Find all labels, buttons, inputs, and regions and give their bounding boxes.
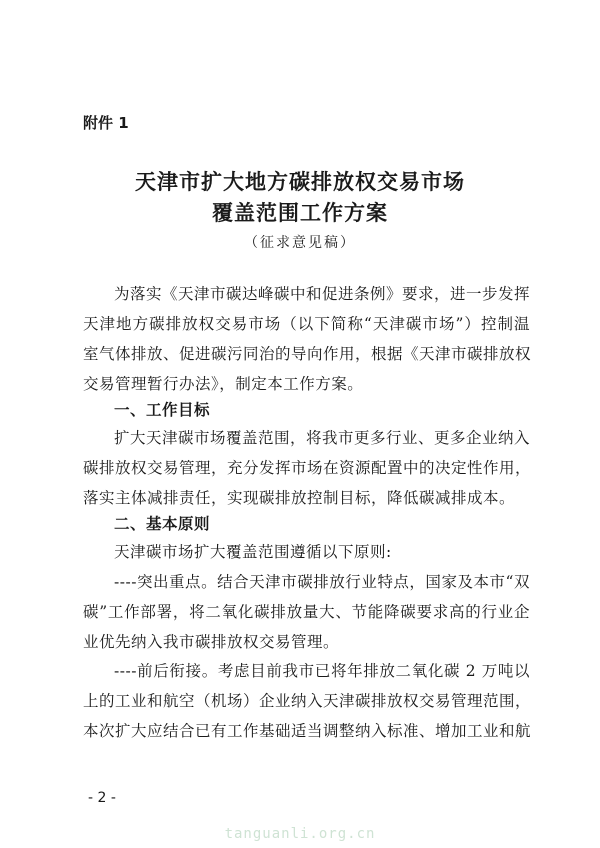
section-2-intro bbox=[83, 537, 530, 567]
intro-paragraph bbox=[83, 279, 530, 399]
principle-1-line: 碳”工作部署，将二氧化碳排放量大、节能降碳要求高的行业企 bbox=[83, 603, 530, 621]
attachment-label: 附件 1 bbox=[83, 114, 129, 132]
intro-line: 室气体排放、促进碳污同治的导向作用，根据《天津市碳排放权 bbox=[83, 345, 532, 363]
intro-line: 为落实《天津市碳达峰碳中和促进条例》要求，进一步发挥 bbox=[114, 285, 531, 303]
section-1-line: 落实主体减排责任，实现碳排放控制目标，降低碳减排成本。 bbox=[83, 489, 516, 507]
principle-2-line: 上的工业和航空（机场）企业纳入天津碳排放权交易管理范围， bbox=[83, 692, 532, 710]
document-title-line-1: 天津市扩大地方碳排放权交易市场 bbox=[135, 169, 465, 194]
document-subtitle: （征求意见稿） bbox=[244, 235, 356, 251]
section-1-heading: 一、工作目标 bbox=[114, 401, 211, 419]
principle-2-line: 本次扩大应结合已有工作基础适当调整纳入标准、增加工业和航 bbox=[83, 722, 532, 740]
principle-1-paragraph bbox=[83, 567, 530, 657]
intro-line: 交易管理暂行办法》，制定本工作方案。 bbox=[83, 375, 364, 393]
section-2-intro-line: 天津碳市场扩大覆盖范围遵循以下原则: bbox=[114, 543, 392, 561]
section-1-paragraph bbox=[83, 423, 530, 513]
section-1-line: 碳排放权交易管理，充分发挥市场在资源配置中的决定性作用， bbox=[83, 459, 532, 477]
principle-1-line: ----突出重点。结合天津市碳排放行业特点，国家及本市“双 bbox=[114, 573, 530, 591]
intro-line: 天津地方碳排放权交易市场（以下简称“天津碳市场”）控制温 bbox=[83, 315, 530, 333]
section-2-heading: 二、基本原则 bbox=[114, 515, 211, 533]
document-title-line-2: 覆盖范围工作方案 bbox=[212, 200, 388, 225]
principle-1-line: 业优先纳入我市碳排放权交易管理。 bbox=[83, 633, 340, 651]
page-number: - 2 - bbox=[88, 790, 116, 806]
principle-2-line: ----前后衔接。考虑目前我市已将年排放二氧化碳 2 万吨以 bbox=[114, 662, 530, 680]
watermark: tanguanli.org.cn bbox=[224, 826, 376, 842]
section-1-line: 扩大天津碳市场覆盖范围，将我市更多行业、更多企业纳入 bbox=[114, 429, 531, 447]
principle-2-paragraph bbox=[83, 656, 530, 746]
